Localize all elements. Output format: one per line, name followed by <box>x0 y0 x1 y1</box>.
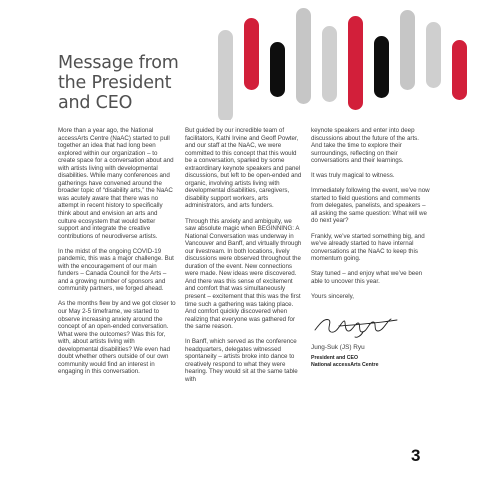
decorative-bar <box>244 18 259 90</box>
decorative-bar <box>400 10 415 90</box>
text-column-3 <box>311 127 431 369</box>
decorative-bar <box>374 36 389 98</box>
signer-role: President and CEO <box>311 355 358 362</box>
paragraph: Immediately following the event, we’ve now started to field questions and comments from delegates, panelists, and speakers – all asking the same question: What will we do next year? <box>311 187 430 225</box>
paragraph: Stay tuned – and enjoy what we’ve been able to uncover this year. <box>311 270 423 285</box>
signature-image <box>311 308 401 340</box>
signer-organization: National accessArts Centre <box>311 362 379 369</box>
closing-line: Yours sincerely, <box>311 292 354 300</box>
decorative-bar <box>348 16 363 110</box>
decorative-bar <box>322 26 337 102</box>
paragraph: In the midst of the ongoing COVID-19 pandemic, this was a major challenge. But with the encouragement of our main funders – Canada Council for the Arts – and a growing number of sponsors and community partners, we forged ahead. <box>58 247 174 293</box>
text-column-1 <box>58 127 176 383</box>
signer-name: Jung-Suk (JS) Ryu <box>311 343 365 351</box>
text-column-2 <box>185 127 303 391</box>
paragraph: keynote speakers and enter into deep discussions about the future of the arts. And take the time to explore their surroundings, reflecting on their conversations and their learnings. <box>311 127 420 165</box>
page-title: Message from the President and CEO <box>58 53 179 113</box>
paragraph: In Banff, which served as the conference headquarters, delegates witnessed spontaneity – artists broke into dance to creatively respond to what they were hearing. They would sit at the same table with <box>185 338 298 383</box>
paragraph: It was truly magical to witness. <box>311 172 395 180</box>
paragraph: As the months flew by and we got closer to our May 2-5 timeframe, we started to observe increasing anxiety around the concept of an open-ended conversation. What were the outcomes? Was this for, with, about artists living with developmental disabilities? We even had doubt whether others outside of our own community would find an interest in engaging in this conversation. <box>58 300 176 376</box>
page-number: 3 <box>411 446 421 465</box>
decorative-bar <box>426 22 441 88</box>
paragraph: More than a year ago, the National accessArts Centre (NaAC) started to pull together an idea that had long been explored within our organization – to create space for a conversation about and with artists living with developmental disabilities. While many conferences and gatherings have convened around the broader topic of “disability arts,” the NaAC was acutely aware that there was no attempt in recent history to specifically think about and envision an arts and culture ecosystem that would better support and integrate the creative contributions of neurodiverse artists. <box>58 127 174 240</box>
paragraph: But guided by our incredible team of facilitators, Kathi Irvine and Geoff Powter, and our staff at the NaAC, we were committed to this concept that this would be a conversation, sparked by some extraordinary keynote speakers and panel discussions, but left to be open-ended and organic, involving artists living with developmental disabilities, caregivers, disability support workers, arts administrators, and arts funders. <box>185 127 302 210</box>
decorative-bar <box>270 42 285 97</box>
decorative-bar <box>452 40 467 100</box>
paragraph: Frankly, we’ve started something big, and we’ve already started to have internal conversations at the NaAC to keep this momentum going. <box>311 232 425 263</box>
decorative-bar <box>218 30 233 120</box>
decorative-bar <box>296 8 311 104</box>
paragraph: Through this anxiety and ambiguity, we saw absolute magic when BEGINNING: A National Conversation was underway in Vancouver and Banff, and virtually through our livestream. In both locations, lively discussions were observed throughout the duration of the event. New connections were made. New ideas were discovered. And there was this sense of excitement and comfort that was simultaneously present – excitement that this was the first time such a gathering was taking place. And comfort quickly discovered when realizing that everyone was gathered for the same reason. <box>185 217 302 331</box>
